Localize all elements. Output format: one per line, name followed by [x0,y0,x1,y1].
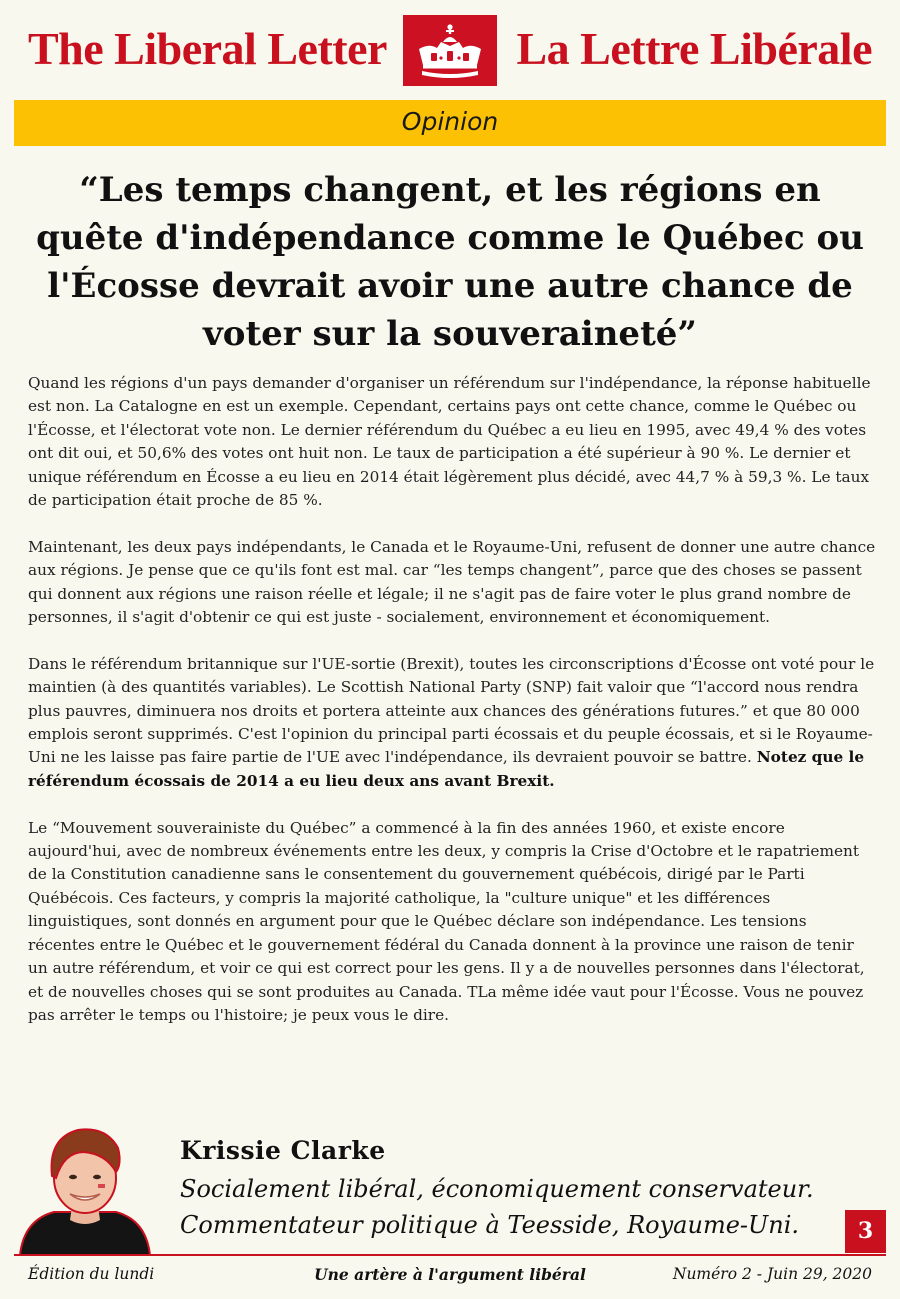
footer-edition: Édition du lundi [28,1265,155,1283]
masthead [0,0,900,100]
article-body [28,372,876,1051]
author-bio-line-1: Socialement libéral, économiquement conservateur. [180,1175,814,1203]
article-paragraph-4: Le “Mouvement souverainiste du Québec” a commencé à la fin des années 1960, et existe encore aujourd'hui, avec de nombreux événements entre les deux, y compris la Crise d'Octobre et le rapatriement de la Constitution canadienne sans le consentement du gouvernement québécois, dirigé par le Parti Québécois. Ces facteurs, y compris la majorité catholique, la "culture unique" et les différences linguistiques, sont donnés en argument pour que le Québec déclare son indépendance. Les tensions récentes entre le Québec et le gouvernement fédéral du Canada donnent à la province une raison de tenir un autre référendum, et voir ce qui est correct pour les gens. Il y a de nouvelles personnes dans l'électorat, et de nouvelles choses qui se sont produites au Canada. TLa même idée vaut pour l'Écosse. Vous ne pouvez pas arrêter le temps ou l'histoire; je peux vous le dire. [28,818,865,1024]
article-paragraph-2: Maintenant, les deux pays indépendants, le Canada et le Royaume-Uni, refusent de donner une autre chance aux régions. Je pense que ce qu'ils font est mal. car “les temps changent”, parce que des choses se passent qui donnent aux régions une raison réelle et légale; il ne s'agit pas de faire voter le plus grand nombre de personnes, il s'agit d'obtenir ce qui est juste - socialement, environnement et économiquement. [28,537,876,627]
bold-note: Notez que le référendum écossais de 2014 a eu lieu deux ans avant Brexit. [28,748,865,790]
crown-icon [403,15,497,86]
article-headline: “Les temps changent, et les régions en quête d'indépendance comme le Québec ou l'Écosse devrait avoir une autre chance de voter sur la souveraineté” [36,170,864,354]
page-number-badge: 3 [845,1210,886,1253]
article-paragraph-3 [28,653,876,793]
masthead-title-fr: La Lettre Libérale [516,23,872,74]
masthead-title-en: The Liberal Letter [28,23,387,74]
article-paragraph-3-text: Dans le référendum britannique sur l'UE-sortie (Brexit), toutes les circonscriptions d'Écosse ont voté pour le maintien (à des quantités variables). Le Scottish National Party (SNP) fait valoir que “l'accord nous rendra plus pauvres, diminuera nos droits et portera atteinte aux chances des générations futures.” et que 80 000 emplois seront supprimés. C'est l'opinion du principal parti écossais et du peuple écossais, et si le Royaume-Uni ne les laisse pas faire partie de l'UE avec l'indépendance, ils devraient pouvoir se battre. [28,654,875,767]
footer-issue: Numéro 2 - Juin 29, 2020 [672,1265,872,1283]
author-bio-line-2: Commentateur politique à Teesside, Royaume-Uni. [180,1211,800,1239]
article-paragraph-1: Quand les régions d'un pays demander d'organiser un référendum sur l'indépendance, la réponse habituelle est non. La Catalogne en est un exemple. Cependant, certains pays ont cette chance, comme le Québec ou l'Écosse, et l'électorat vote non. Le dernier référendum du Québec a eu lieu en 1995, avec 49,4 % des votes ont dit oui, et 50,6% des votes ont huit non. Le taux de participation a été supérieur à 90 %. Le dernier et unique référendum en Écosse a eu lieu en 2014 était légèrement plus décidé, avec 44,7 % à 59,3 %. Le taux de participation était proche de 85 %. [28,374,871,510]
footer-divider [14,1254,886,1256]
author-name: Krissie Clarke [180,1136,386,1165]
section-banner: Opinion [14,100,886,146]
footer-tagline: Une artère à l'argument libéral [314,1265,586,1284]
author-portrait [14,1120,156,1255]
